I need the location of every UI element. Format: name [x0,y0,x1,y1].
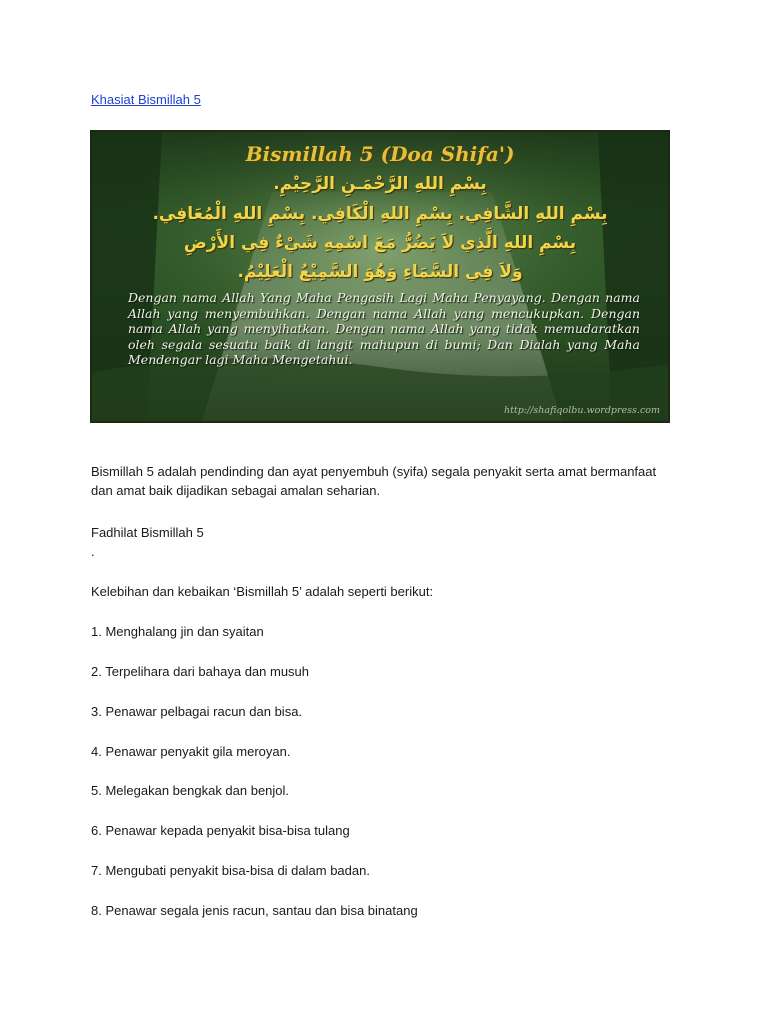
benefit-item: 7. Mengubati penyakit bisa-bisa di dalam badan. [91,863,370,878]
benefit-item: 3. Penawar pelbagai racun dan bisa. [91,704,303,719]
subheading: Fadhilat Bismillah 5 [91,525,204,540]
intro-paragraph: Bismillah 5 adalah pendinding dan ayat penyembuh (syifa) segala penyakit serta amat bermanfaat dan amat baik dijadikan sebagai amalan seharian. [91,464,657,498]
title-link[interactable]: Khasiat Bismillah 5 [91,92,201,107]
banner-watermark: http://shafiqolbu.wordpress.com [503,405,660,416]
subheading-dot: . [91,544,95,559]
benefit-item: 4. Penawar penyakit gila meroyan. [91,744,291,759]
bismillah-banner-image [90,130,670,423]
benefit-item: 8. Penawar segala jenis racun, santau dan bisa binatang [91,903,418,918]
arabic-line-2: بِسْمِ اللهِ الشَّافِي. بِسْمِ اللهِ الْكَافِي. بِسْمِ اللهِ الْمُعَافِي. [152,204,608,224]
arabic-line-1: بِسْمِ اللهِ الرَّحْمَـنِ الرَّحِيْمِ. [273,174,487,194]
lead-paragraph: Kelebihan dan kebaikan ‘Bismillah 5’ adalah seperti berikut: [91,584,434,599]
banner-translation: Dengan nama Allah Yang Maha Pengasih Lagi Maha Penyayang. Dengan nama Allah yang menyembuhkan. Dengan nama Allah yang mencukupkan. Dengan nama Allah yang menyihatkan. Dengan nama Allah yang tidak memudaratkan oleh segala sesuatu baik di langit mahupun di bumi; Dan Dialah yang Maha Mendengar lagi Maha Mengetahui. [128,290,640,367]
benefit-item: 5. Melegakan bengkak dan benjol. [91,783,290,798]
benefit-item: 1. Menghalang jin dan syaitan [91,624,264,639]
banner-title: Bismillah 5 (Doa Shifa') [245,142,515,166]
benefit-item: 6. Penawar kepada penyakit bisa-bisa tulang [91,823,350,838]
benefit-item: 2. Terpelihara dari bahaya dan musuh [91,664,310,679]
arabic-line-4: وَلاَ فِي السَّمَاءِ وَهُوَ السَّمِيْعُ الْعَلِيْمُ. [237,262,523,282]
arabic-line-3: بِسْمِ اللهِ الَّذِي لاَ يَضُرُّ مَعَ اسْمِهِ شَيْءٌ فِي الأَرْضِ [183,233,577,253]
